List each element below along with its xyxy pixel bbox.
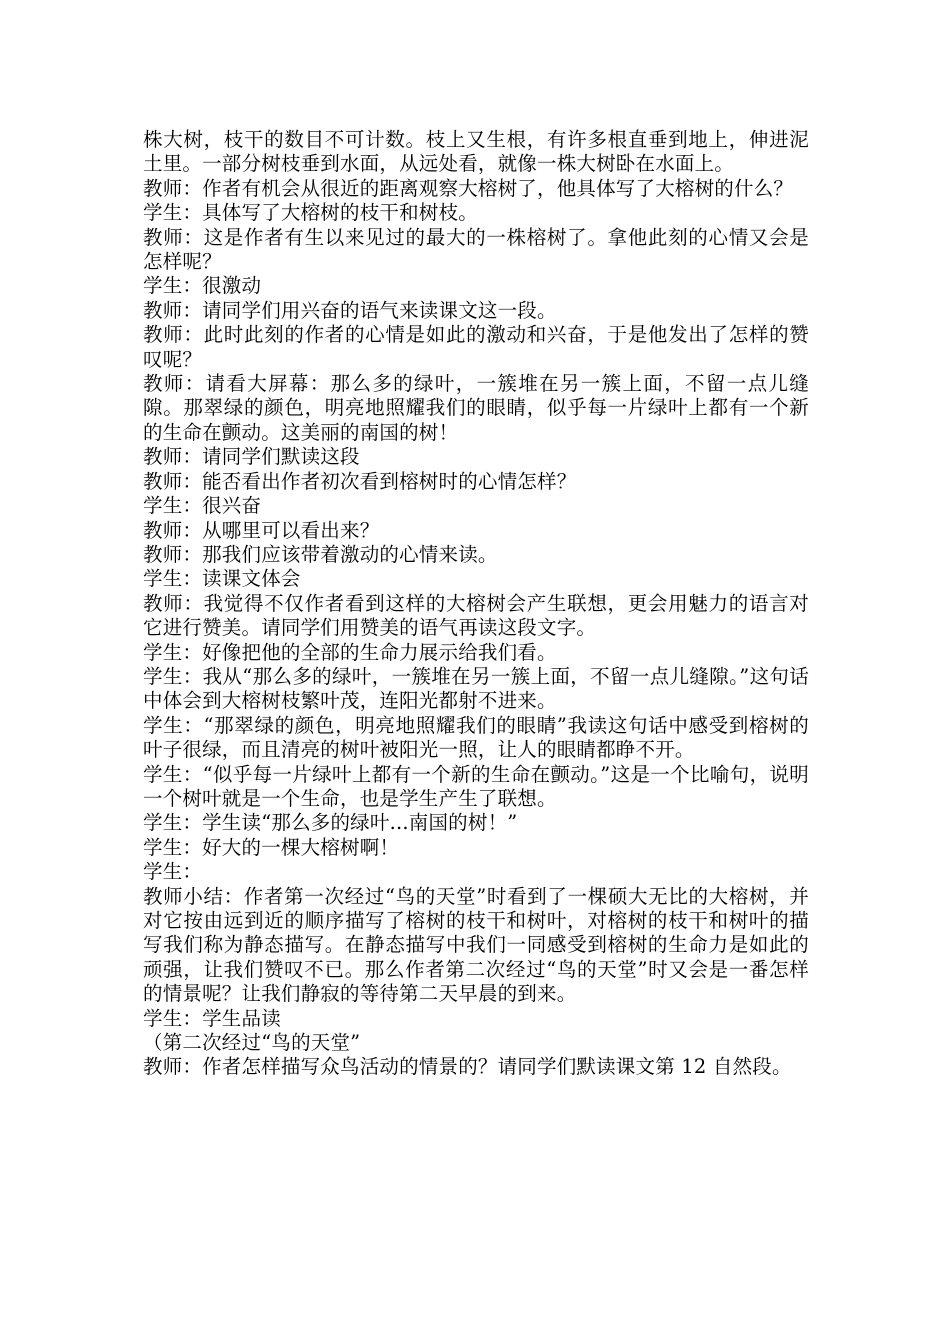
paragraph-11: 学生：很兴奋 <box>143 494 262 518</box>
paragraph-15: 教师：我觉得不仅作者看到这样的大榕树会产生联想，更会用魅力的语言对它进行赞美。请同学们用赞美的语气再读这段文字。 <box>143 591 809 640</box>
paragraph-1: 株大树，枝干的数目不可计数。枝上又生根，有许多根直垂到地上，伸进泥土里。一部分树枝垂到水面，从远处看，就像一株大树卧在水面上。 <box>143 128 809 176</box>
paragraph-17: 学生：我从“那么多的绿叶，一簇堆在另一簇上面，不留一点儿缝隙。”这句话中体会到大榕树枝繁叶茂，连阳光都射不进来。 <box>143 664 809 713</box>
paragraph-6: 教师：请同学们用兴奋的语气来读课文这一段。 <box>143 298 557 322</box>
paragraph-16: 学生：好像把他的全部的生命力展示给我们看。 <box>143 640 557 664</box>
paragraph-2: 教师：作者有机会从很近的距离观察大榕树了，他具体写了大榕树的什么？ <box>143 176 794 200</box>
paragraph-13: 教师：那我们应该带着激动的心情来读。 <box>143 542 498 566</box>
paragraph-22: 学生： <box>143 860 203 884</box>
paragraph-7: 教师：此时此刻的作者的心情是如此的激动和兴奋，于是他发出了怎样的赞叹呢？ <box>143 323 809 371</box>
paragraph-4: 教师：这是作者有生以来见过的最大的一株榕树了。拿他此刻的心情又会是怎样呢？ <box>143 225 809 274</box>
paragraph-20: 学生：学生读“那么多的绿叶...南国的树！” <box>143 811 518 835</box>
paragraph-9: 教师：请同学们默读这段 <box>143 445 360 469</box>
paragraph-14: 学生：读课文体会 <box>143 567 301 591</box>
paragraph-25: （第二次经过“鸟的天堂” <box>143 1031 361 1055</box>
paragraph-23: 教师小结：作者第一次经过“鸟的天堂”时看到了一棵硕大无比的大榕树，并对它按由远到近的顺序描写了榕树的枝干和树叶，对榕树的枝干和树叶的描写我们称为静态描写。在静态描写中我们一同感受到榕树的生命力是如此的顽强，让我们赞叹不已。那么作者第二次经过“鸟的天堂”时又会是一番怎样的情景呢？让我们静寂的等待第二天早晨的到来。 <box>143 884 809 1006</box>
paragraph-19: 学生：“似乎每一片绿叶上都有一个新的生命在颤动。”这是一个比喻句，说明一个树叶就是一个生命，也是学生产生了联想。 <box>143 762 809 810</box>
paragraph-18: 学生：“那翠绿的颜色，明亮地照耀我们的眼睛”我读这句话中感受到榕树的叶子很绿，而且清亮的树叶被阳光一照，让人的眼睛都睁不开。 <box>143 713 809 762</box>
paragraph-10: 教师：能否看出作者初次看到榕树时的心情怎样？ <box>143 469 577 493</box>
paragraph-24: 学生：学生品读 <box>143 1006 281 1030</box>
paragraph-26: 教师：作者怎样描写众鸟活动的情景的？请同学们默读课文第 12 自然段。 <box>143 1055 792 1079</box>
document-page <box>143 128 809 1080</box>
paragraph-12: 教师：从哪里可以看出来？ <box>143 518 380 542</box>
paragraph-3: 学生：具体写了大榕树的枝干和树枝。 <box>143 201 478 225</box>
paragraph-5: 学生：很激动 <box>143 274 262 298</box>
paragraph-21: 学生：好大的一棵大榕树啊！ <box>143 835 400 859</box>
paragraph-8: 教师：请看大屏幕：那么多的绿叶，一簇堆在另一簇上面，不留一点儿缝隙。那翠绿的颜色，明亮地照耀我们的眼睛，似乎每一片绿叶上都有一个新的生命在颤动。这美丽的南国的树！ <box>143 372 809 444</box>
